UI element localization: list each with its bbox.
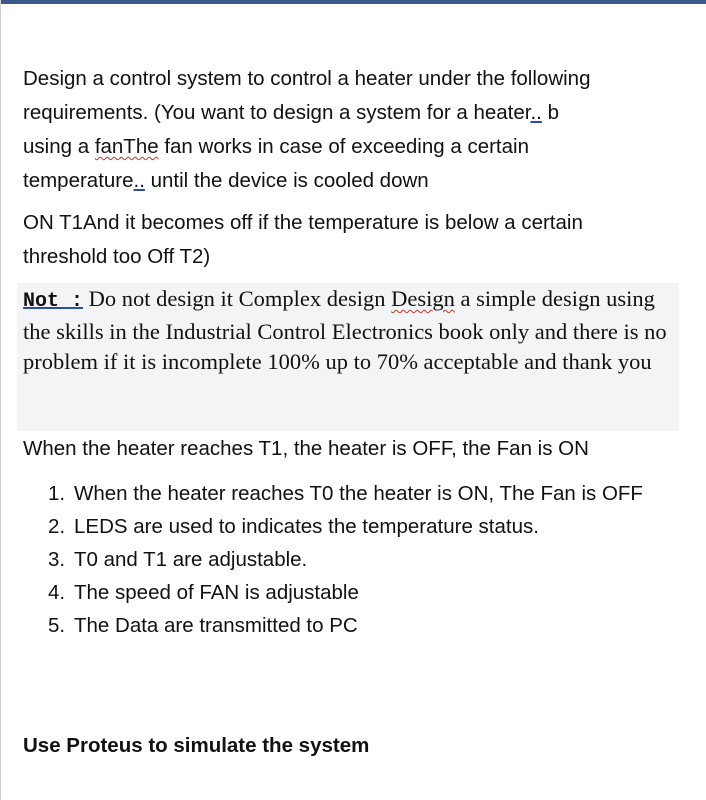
intro-paragraph	[23, 62, 683, 198]
page-left-edge	[0, 0, 1, 800]
intro-line-4: temperature	[23, 169, 134, 192]
requirements-list	[48, 477, 668, 642]
list-item-text: The Data are transmitted to PC	[74, 614, 358, 637]
list-item-text: The speed of FAN is adjustable	[74, 581, 359, 604]
list-item	[48, 609, 668, 642]
list-item-text: T0 and T1 are adjustable.	[74, 548, 308, 571]
intro-line-2: requirements. (You want to design a system for a heater	[23, 101, 531, 124]
list-item-number: 3.	[48, 548, 66, 571]
intro-dots-2: ..	[133, 169, 145, 192]
note-text-end: a simple design using the skills in the Industrial Control Electronics book only and there is no problem if it is incomplete 100% up to 70% acceptable and thank you	[23, 286, 667, 374]
list-item-number: 5.	[48, 614, 66, 637]
intro-block	[23, 62, 683, 274]
spellcheck-word-fanthe: fanThe	[94, 135, 159, 158]
behavior-statement: When the heater reaches T1, the heater is OFF, the Fan is ON	[23, 437, 589, 460]
window-top-border	[0, 0, 706, 4]
intro-dots-1: ..	[530, 101, 542, 124]
list-item-number: 1.	[48, 482, 66, 505]
simulation-instruction: Use Proteus to simulate the system	[23, 734, 370, 757]
thresholds-line-1: ON T1And it becomes off if the temperature is below a certain	[23, 211, 583, 234]
list-item	[48, 543, 668, 576]
thresholds-paragraph	[23, 206, 683, 274]
spellcheck-word-design: Design	[391, 286, 455, 311]
list-item	[48, 576, 668, 609]
thresholds-line-2: threshold too Off T2)	[23, 245, 211, 268]
intro-line-2-end: b	[541, 101, 559, 124]
note-label: Not :	[23, 290, 84, 313]
list-item-number: 2.	[48, 515, 66, 538]
list-item-text: LEDS are used to indicates the temperature status.	[74, 515, 539, 538]
note-paragraph	[23, 284, 673, 377]
list-item-number: 4.	[48, 581, 66, 604]
list-item	[48, 477, 668, 510]
list-item-text: When the heater reaches T0 the heater is ON, The Fan is OFF	[74, 482, 643, 505]
note-text-start: Do not design it Complex design	[83, 286, 392, 311]
intro-line-3-end: fan works in case of exceeding a certain	[158, 135, 529, 158]
intro-line-4-end: until the device is cooled down	[144, 169, 429, 192]
intro-line-1: Design a control system to control a heater under the following	[23, 67, 591, 90]
intro-line-3: using a	[23, 135, 95, 158]
list-item	[48, 510, 668, 543]
